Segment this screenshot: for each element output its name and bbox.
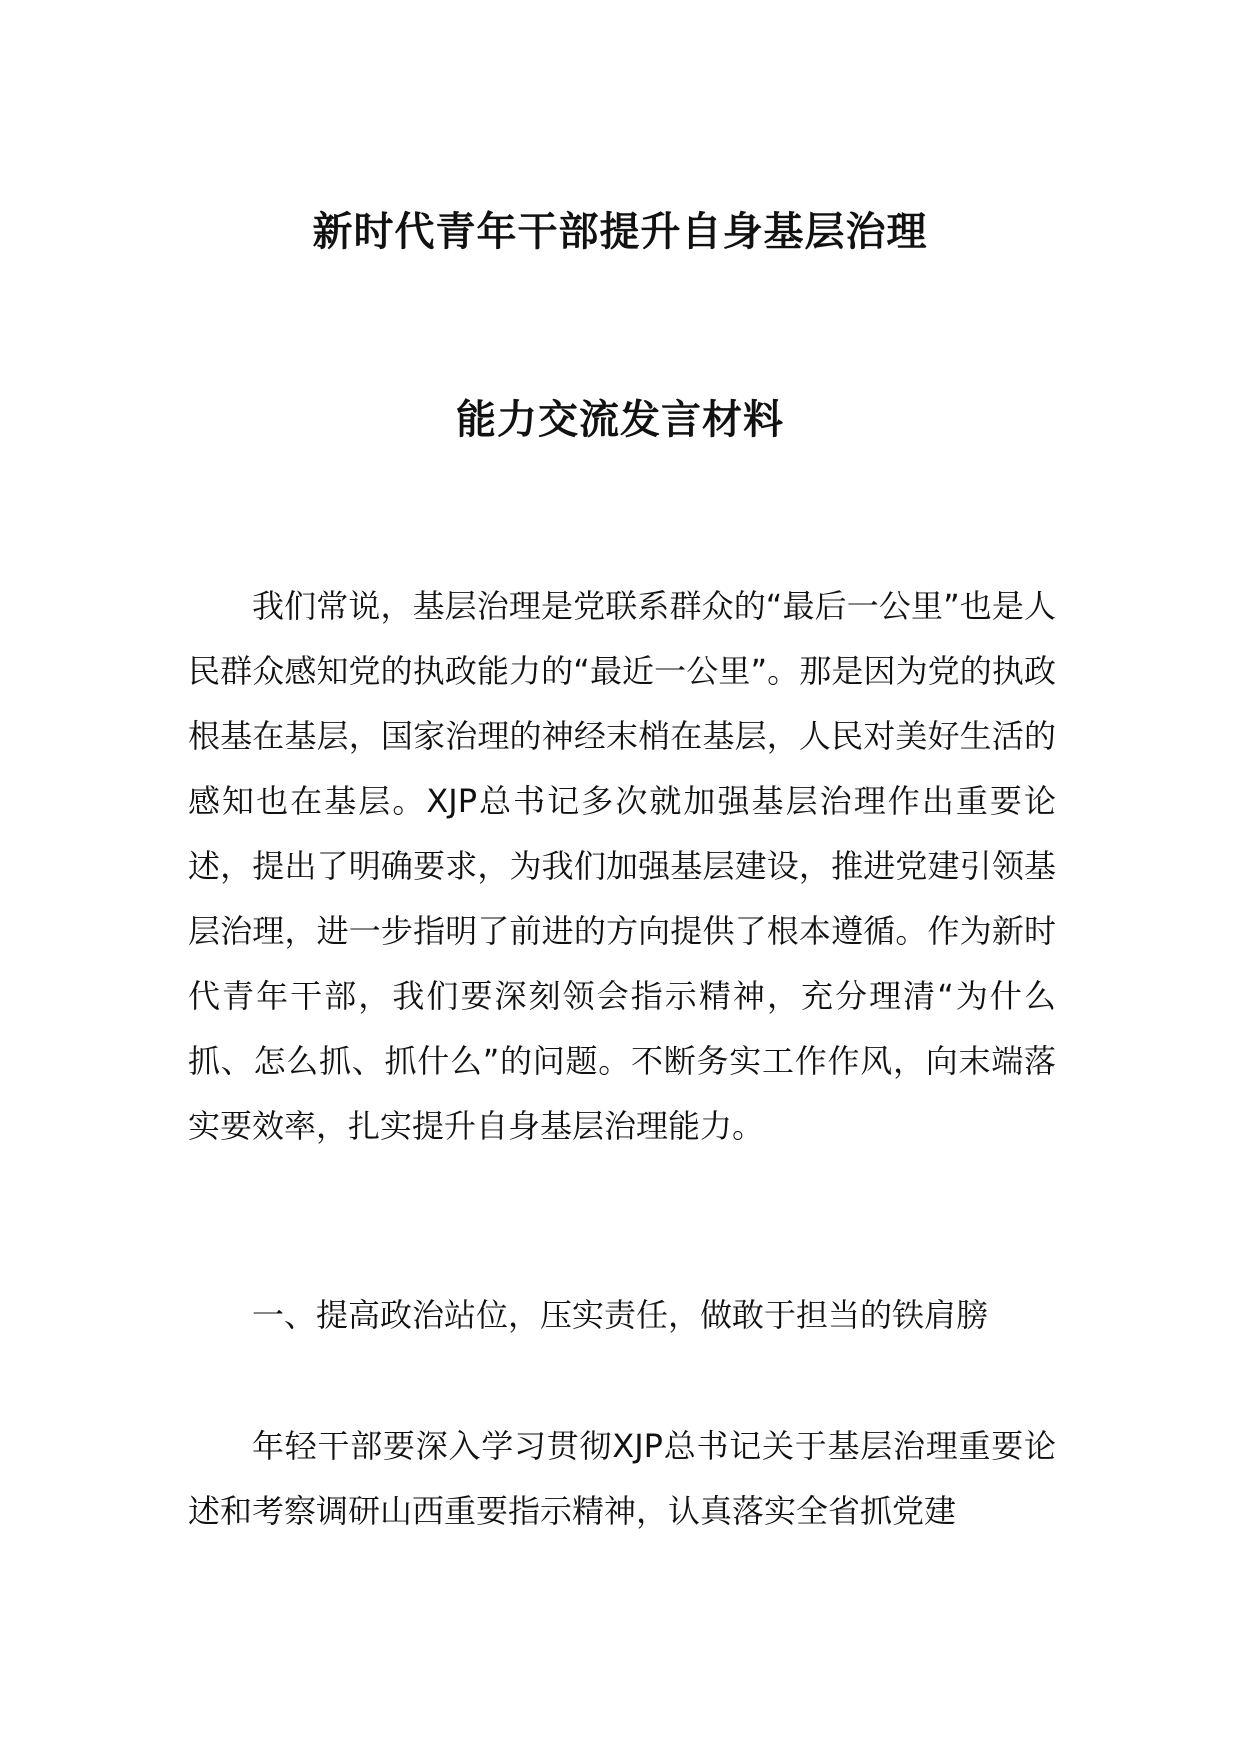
body-paragraph-section-1: 年轻干部要深入学习贯彻XJP总书记关于基层治理重要论述和考察调研山西重要指示精神，认真落实全省抓党建 <box>188 1427 1056 1530</box>
document-title-line-1: 新时代青年干部提升自身基层治理 <box>312 209 928 255</box>
body-paragraph-intro: 我们常说，基层治理是党联系群众的“最后一公里”也是人民群众感知党的执政能力的“最近一公里”。那是因为党的执政根基在基层，国家治理的神经末梢在基层，人民对美好生活的感知也在基层。XJP总书记多次就加强基层治理作出重要论述，提出了明确要求，为我们加强基层建设，推进党建引领基层治理，进一步指明了前进的方向提供了根本遵循。作为新时代青年干部，我们要深刻领会指示精神，充分理清“为什么抓、怎么抓、抓什么”的问题。不断务实工作作风，向末端落实要效率，扎实提升自身基层治理能力。 <box>188 587 1056 1145</box>
document-title-line-2: 能力交流发言材料 <box>456 397 784 443</box>
section-heading-1: 一、提高政治站位，压实责任，做敢于担当的铁肩膀 <box>252 1296 989 1334</box>
